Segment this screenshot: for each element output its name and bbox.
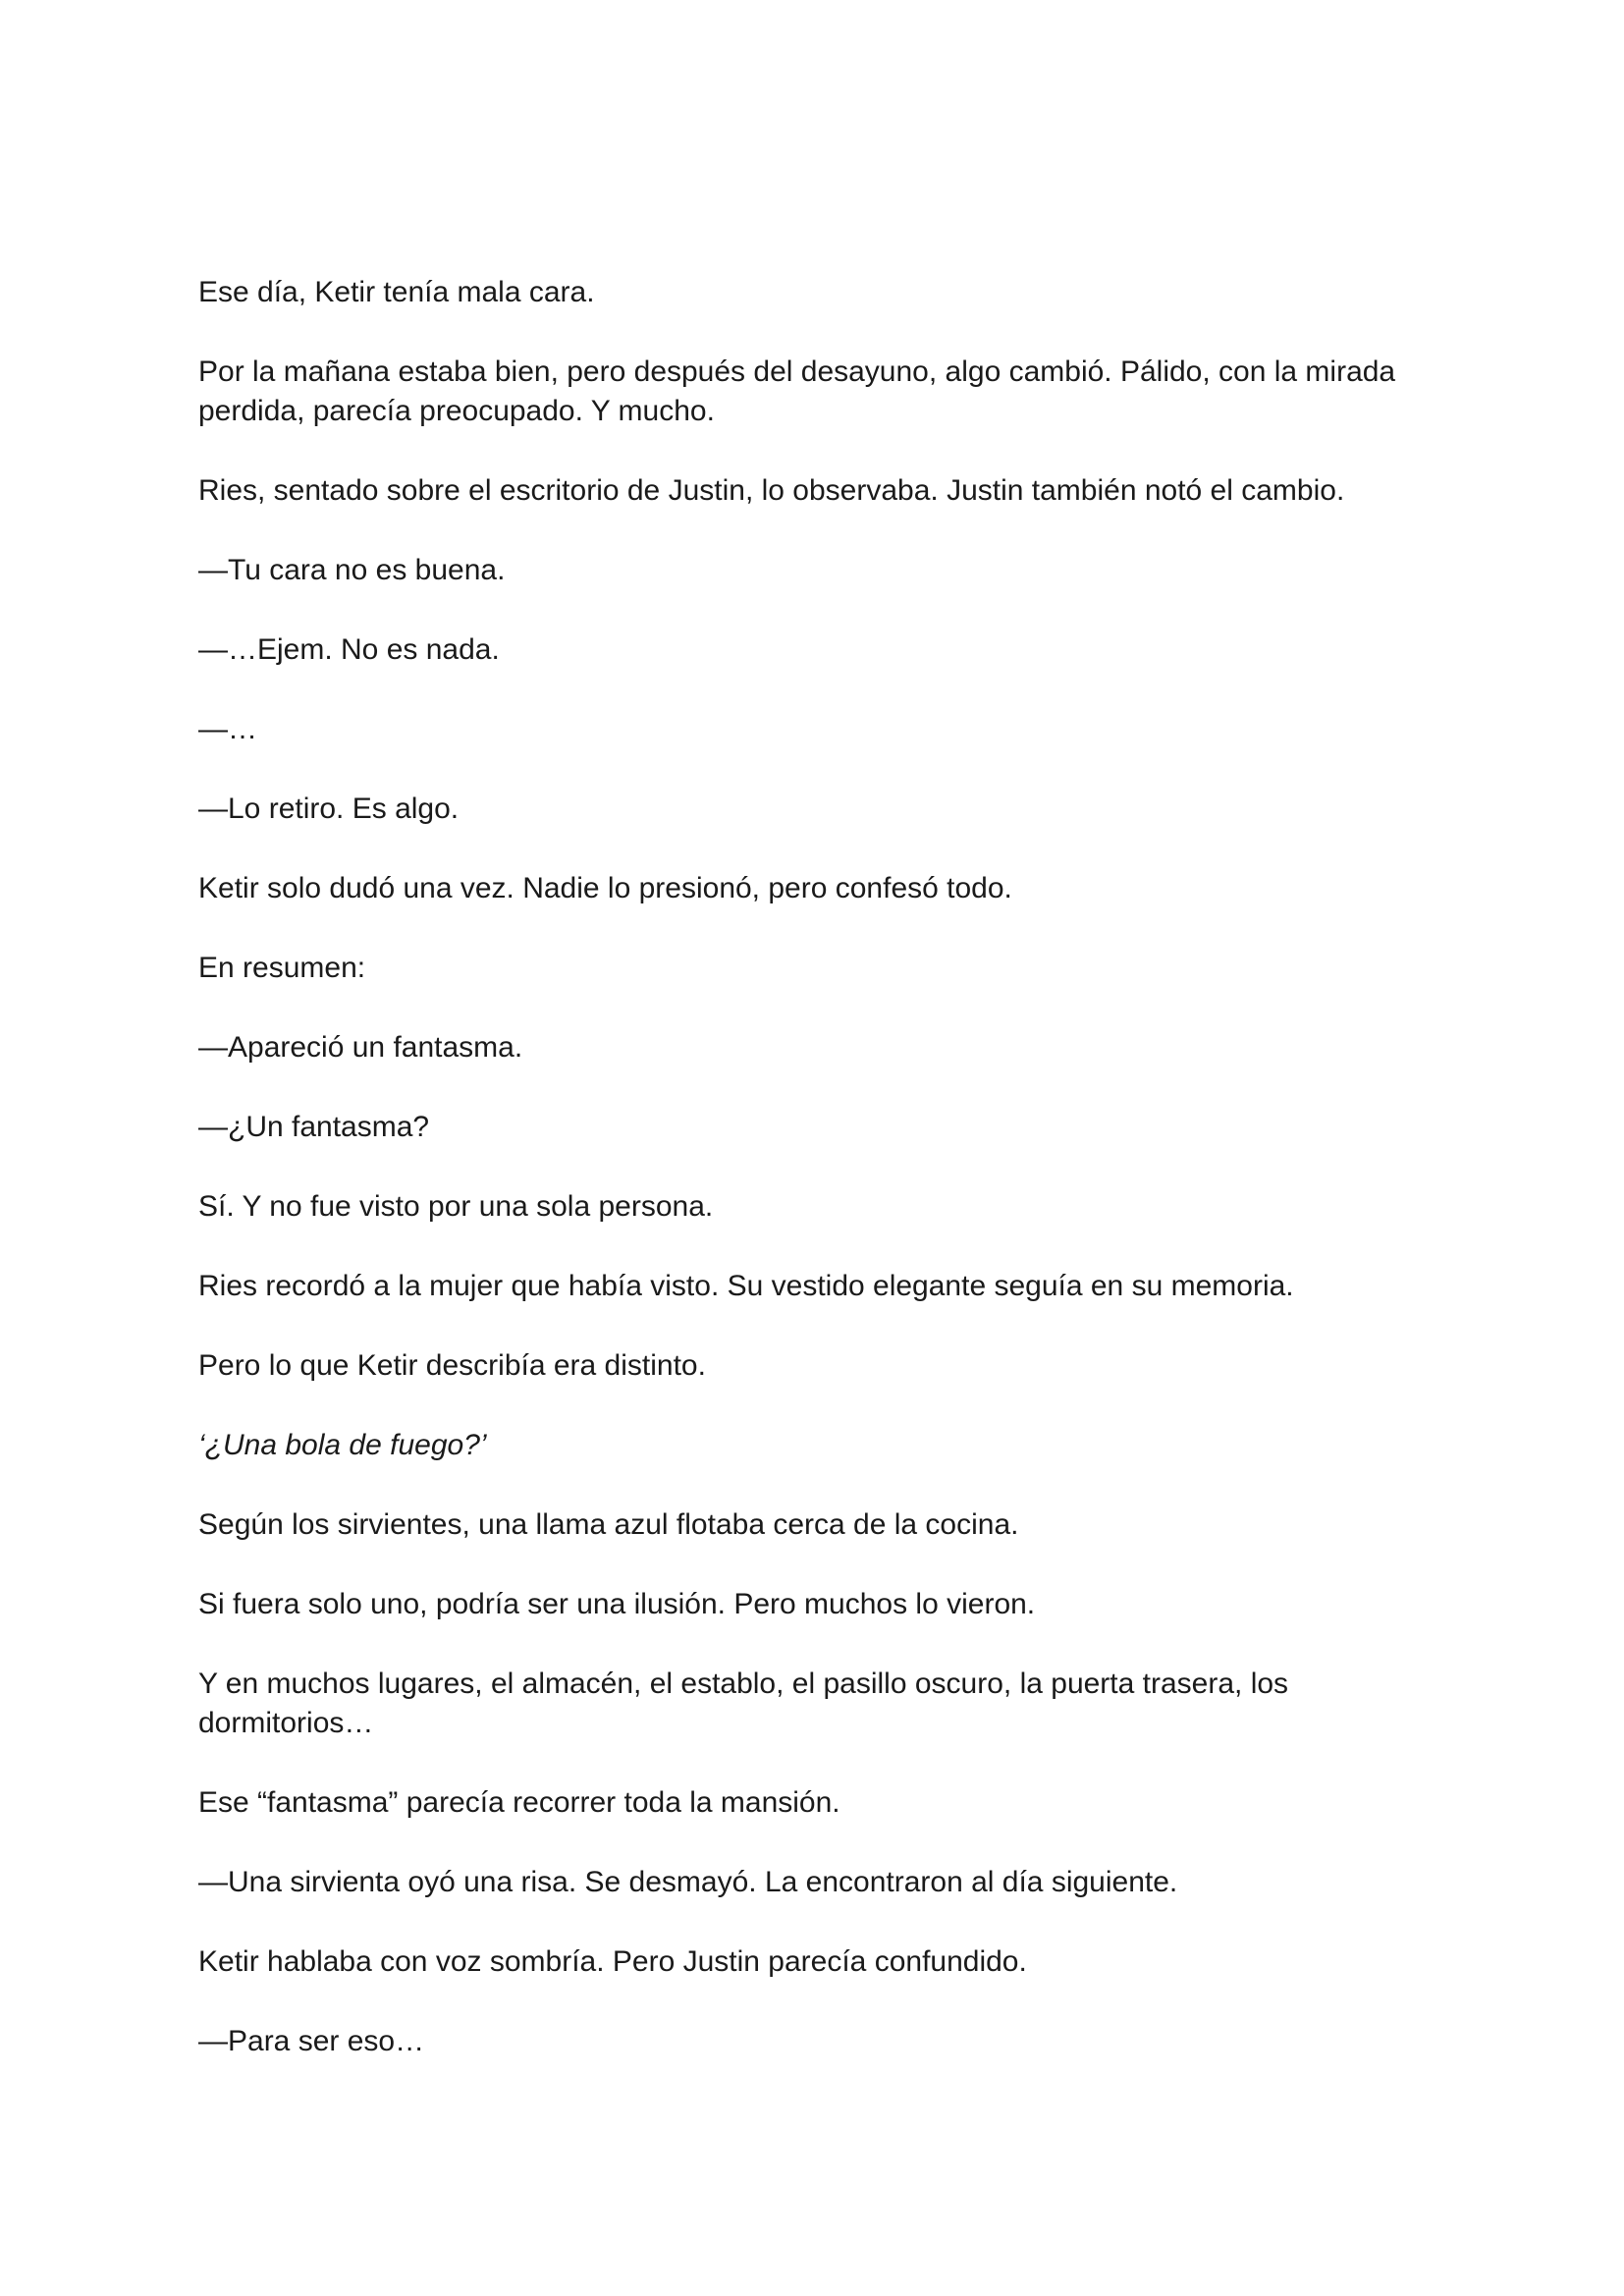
paragraph: Según los sirvientes, una llama azul flotaba cerca de la cocina. — [198, 1508, 1019, 1541]
paragraph: Ries recordó a la mujer que había visto. Su vestido elegante seguía en su memoria. — [198, 1270, 1294, 1302]
paragraph: Por la mañana estaba bien, pero después del desayuno, algo cambió. Pálido, con la mirada perdida, parecía preocupado. Y mucho. — [198, 355, 1396, 427]
document-body — [198, 273, 1435, 2102]
paragraph: Sí. Y no fue visto por una sola persona. — [198, 1190, 714, 1223]
dialogue-line: —Una sirvienta oyó una risa. Se desmayó. La encontraron al día siguiente. — [198, 1866, 1178, 1898]
paragraph: En resumen: — [198, 952, 366, 984]
paragraph: Si fuera solo uno, podría ser una ilusión. Pero muchos lo vieron. — [198, 1588, 1036, 1620]
paragraph: Ketir solo dudó una vez. Nadie lo presionó, pero confesó todo. — [198, 872, 1012, 904]
dialogue-line: —¿Un fantasma? — [198, 1111, 430, 1143]
paragraph: Ketir hablaba con voz sombría. Pero Justin parecía confundido. — [198, 1945, 1027, 1978]
dialogue-line: —Lo retiro. Es algo. — [198, 793, 460, 825]
paragraph: Ese día, Ketir tenía mala cara. — [198, 276, 595, 308]
paragraph: Ese “fantasma” parecía recorrer toda la mansión. — [198, 1786, 840, 1819]
thought-line: ‘¿Una bola de fuego?’ — [198, 1429, 487, 1461]
paragraph: Ries, sentado sobre el escritorio de Justin, lo observaba. Justin también notó el cambio. — [198, 474, 1345, 507]
paragraph: Y en muchos lugares, el almacén, el establo, el pasillo oscuro, la puerta trasera, los dormitorios… — [198, 1667, 1289, 1739]
dialogue-line: —…Ejem. No es nada. — [198, 633, 500, 666]
dialogue-line: —… — [198, 713, 257, 745]
dialogue-line: —Tu cara no es buena. — [198, 554, 506, 586]
dialogue-line: —Apareció un fantasma. — [198, 1031, 523, 1064]
dialogue-line: —Para ser eso… — [198, 2025, 425, 2057]
paragraph: Pero lo que Ketir describía era distinto. — [198, 1349, 706, 1382]
